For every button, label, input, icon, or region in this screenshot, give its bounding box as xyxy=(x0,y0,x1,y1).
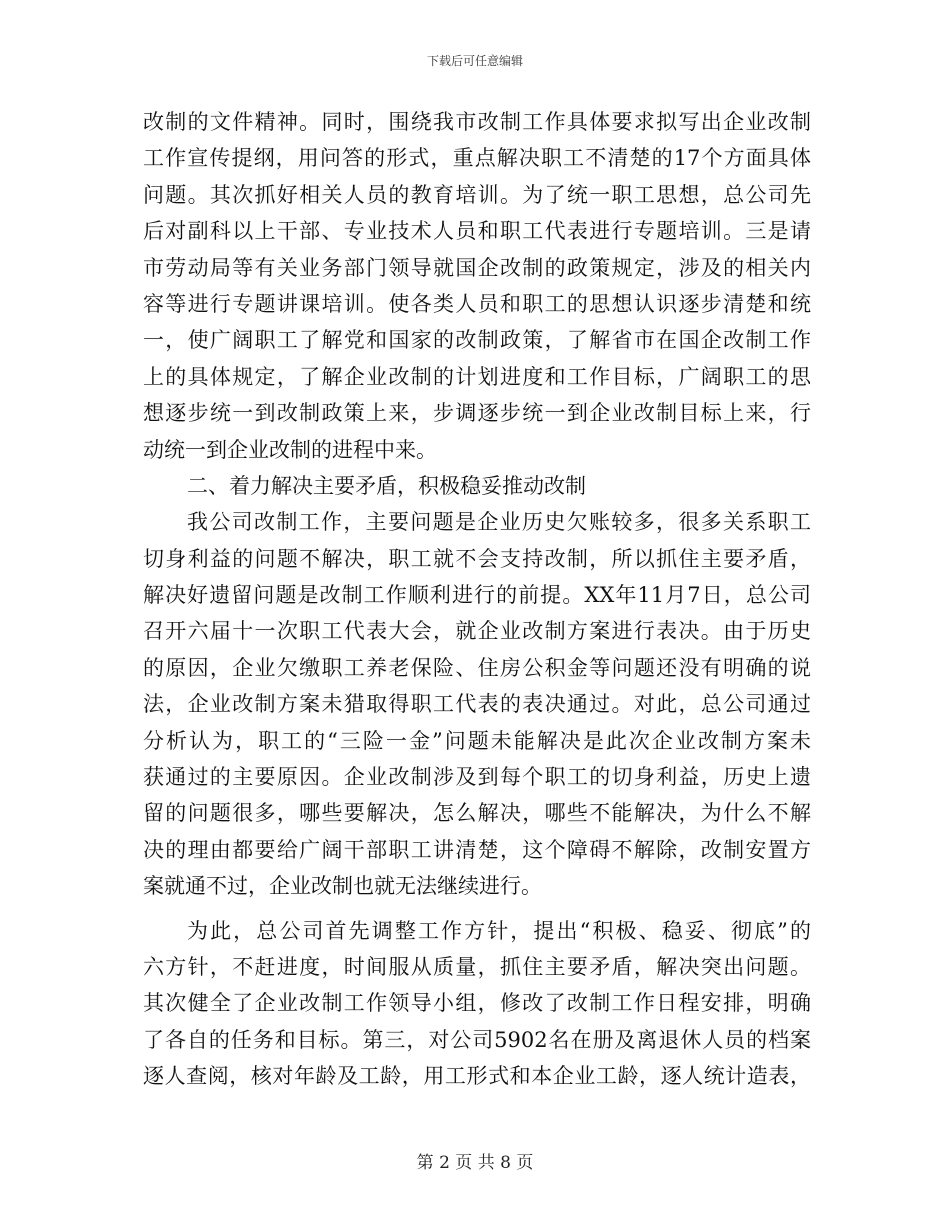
text-line: 决的理由都要给广阔干部职工讲清楚，这个障碍不解除，改制安置方 xyxy=(143,837,811,862)
text-line: 其次健全了企业改制工作领导小组，修改了改制工作日程安排，明确 xyxy=(143,991,811,1016)
text-line: 想逐步统一到改制政策上来，步调逐步统一到企业改制目标上来，行 xyxy=(143,401,811,426)
text-line: 我公司改制工作，主要问题是企业历史欠账较多，很多关系职工 xyxy=(187,510,811,535)
text-line: 市劳动局等有关业务部门领导就国企改制的政策规定，涉及的相关内 xyxy=(143,255,811,280)
text-line: 留的问题很多，哪些要解决，怎么解决，哪些不能解决，为什么不解 xyxy=(143,801,811,826)
text-line: 了各自的任务和目标。第三，对公司5902名在册及离退休人员的档案 xyxy=(143,1027,811,1052)
text-line: 六方针，不赶进度，时间服从质量，抓住主要矛盾，解决突出问题。 xyxy=(143,954,811,979)
text-line: 上的具体规定，了解企业改制的计划进度和工作目标，广阔职工的思 xyxy=(143,364,811,389)
text-line: 的原因，企业欠缴职工养老保险、住房公积金等问题还没有明确的说 xyxy=(143,655,811,680)
text-line: 切身利益的问题不解决，职工就不会支持改制，所以抓住主要矛盾， xyxy=(143,546,811,571)
text-line: 问题。其次抓好相关人员的教育培训。为了统一职工思想，总公司先 xyxy=(143,182,811,207)
text-line: 获通过的主要原因。企业改制涉及到每个职工的切身利益，历史上遗 xyxy=(143,765,811,790)
text-line: 分析认为，职工的“三险一金”问题未能解决是此次企业改制方案未 xyxy=(143,728,811,753)
document-body xyxy=(143,104,811,1095)
paragraph-gap xyxy=(143,905,811,913)
page-number-footer: 第 2 页 共 8 页 xyxy=(416,1153,534,1173)
text-line: 后对副科以上干部、专业技术人员和职工代表进行专题培训。三是请 xyxy=(143,219,811,244)
text-line: 容等进行专题讲课培训。使各类人员和职工的思想认识逐步清楚和统 xyxy=(143,291,811,316)
section-heading: 二、着力解决主要矛盾，积极稳妥推动改制 xyxy=(187,473,586,498)
page-header: 下载后可任意编辑 xyxy=(426,54,523,68)
text-line: 动统一到企业改制的进程中来。 xyxy=(143,437,437,462)
text-line: 召开六届十一次职工代表大会，就企业改制方案进行表决。由于历史 xyxy=(143,619,811,644)
text-line: 工作宣传提纲，用问答的形式，重点解决职工不清楚的17个方面具体 xyxy=(143,146,811,171)
text-line: 为此，总公司首先调整工作方针，提出“积极、稳妥、彻底”的 xyxy=(187,918,811,943)
text-line: 法，企业改制方案未猎取得职工代表的表决通过。对此，总公司通过 xyxy=(143,692,811,717)
text-line: 改制的文件精神。同时，围绕我市改制工作具体要求拟写出企业改制 xyxy=(143,110,811,134)
text-line: 逐人查阅，核对年龄及工龄，用工形式和本企业工龄，逐人统计造表， xyxy=(143,1064,811,1089)
text-line: 案就通不过，企业改制也就无法继续进行。 xyxy=(143,874,542,899)
text-line: 一，使广阔职工了解党和国家的改制政策，了解省市在国企改制工作 xyxy=(143,328,811,353)
text-line: 解决好遗留问题是改制工作顺利进行的前提。XX年11月7日，总公司 xyxy=(143,583,811,608)
